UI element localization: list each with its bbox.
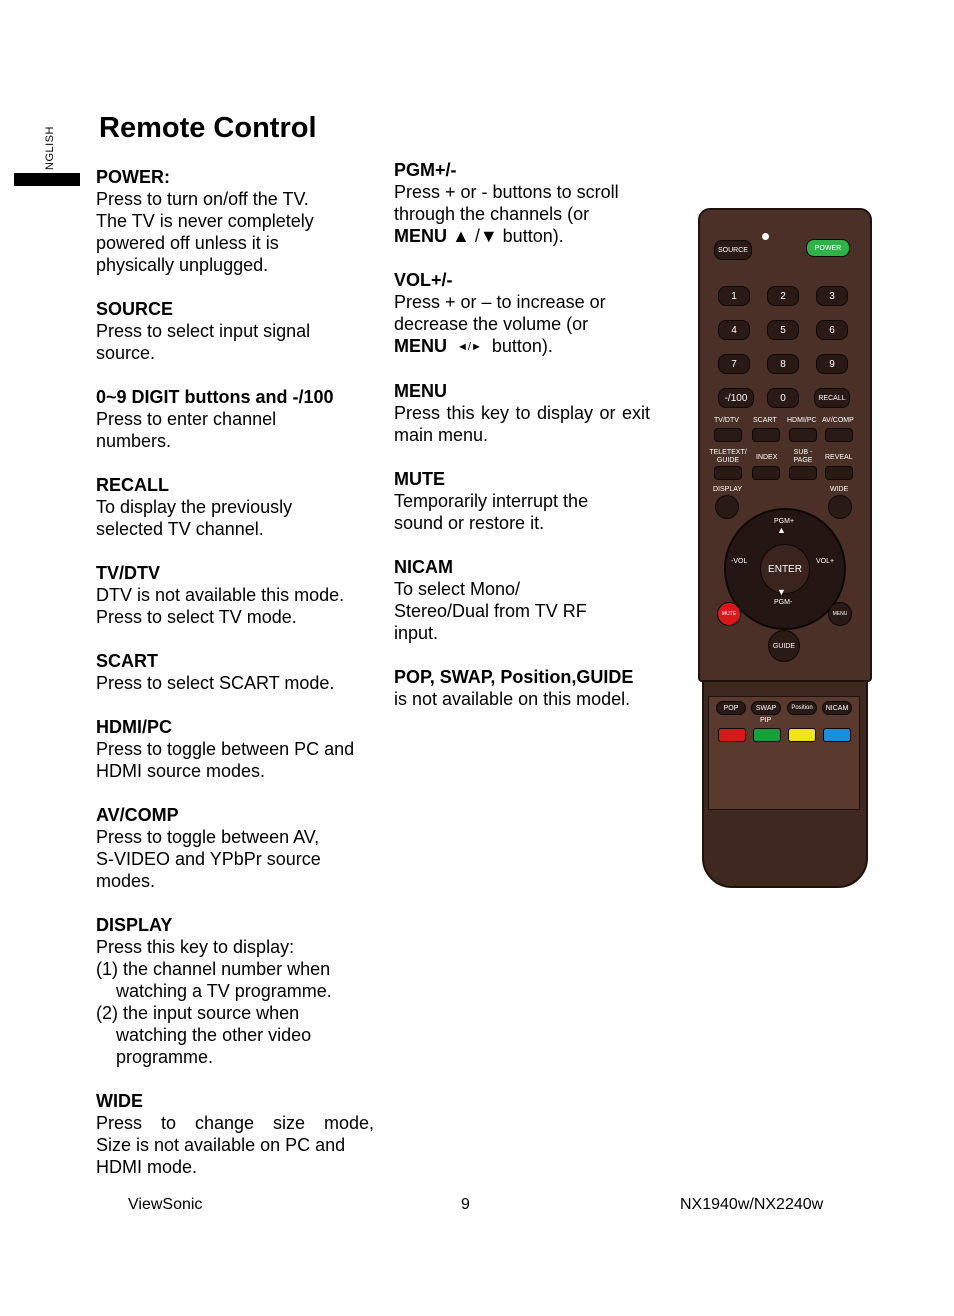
remote-display-button xyxy=(715,495,739,519)
label-display: DISPLAY xyxy=(713,486,743,493)
label-vol-minus: -VOL xyxy=(731,558,748,565)
label-reveal: REVEAL xyxy=(825,454,853,461)
footer-model: NX1940w/NX2240w xyxy=(680,1196,824,1213)
label-pgm-minus: PGM- xyxy=(774,599,793,606)
menu-section: MENU Press this key to display or exit main menu. xyxy=(394,381,650,445)
mute-section: MUTE Temporarily interrupt the sound or restore it. xyxy=(394,469,589,533)
recall-section: RECALL To display the previously selected TV channel. xyxy=(96,475,293,539)
remote-control-illustration xyxy=(698,208,872,892)
hdmipc-section: HDMI/PC Press to toggle between PC and HDMI source modes. xyxy=(96,717,355,781)
tvdtv-section: TV/DTV DTV is not available this mode. Press to select TV mode. xyxy=(96,563,345,627)
remote-yellow-button xyxy=(788,728,816,742)
remote-nicam-button: NICAM xyxy=(822,701,852,715)
label-pgm-plus: PGM+ xyxy=(774,518,795,525)
remote-teletext-button xyxy=(714,466,742,480)
label-subpage: SUB -PAGE xyxy=(793,449,813,464)
label-vol-plus: VOL+ xyxy=(816,558,835,565)
remote-digit-8: 8 xyxy=(767,354,799,374)
remote-reveal-button xyxy=(825,466,853,480)
pgm-section: PGM+/- Press + or - buttons to scroll through the channels (or MENU ▲ /▼ button). xyxy=(394,160,619,246)
language-tab xyxy=(14,173,80,186)
label-index: INDEX xyxy=(756,454,778,461)
remote-tvdtv-button xyxy=(714,428,742,442)
remote-digit-6: 6 xyxy=(816,320,848,340)
remote-digit-3: 3 xyxy=(816,286,848,306)
scart-section: SCART Press to select SCART mode. xyxy=(96,651,335,693)
remote-index-button xyxy=(752,466,780,480)
pop-section: POP, SWAP, Position,GUIDE is not available on this model. xyxy=(394,667,634,709)
side-label: NGLISH xyxy=(44,126,56,170)
remote-digit-4: 4 xyxy=(718,320,750,340)
label-pip: PIP xyxy=(760,717,772,724)
up-arrow-icon: ▲ xyxy=(777,525,786,535)
remote-scart-button xyxy=(752,428,780,442)
label-teletext-guide: TELETEXT/ GUIDE xyxy=(709,449,747,464)
remote-guide-button: GUIDE xyxy=(768,630,800,662)
digit-section: 0~9 DIGIT buttons and -/100 Press to enter channel numbers. xyxy=(96,387,334,451)
label-scart: SCART xyxy=(753,417,777,424)
page-title: Remote Control xyxy=(99,112,317,144)
avcomp-section: AV/COMP Press to toggle between AV, S-VIDEO and YPbPr source modes. xyxy=(96,805,321,891)
remote-green-button xyxy=(753,728,781,742)
label-avcomp: AV/COMP xyxy=(822,417,854,424)
footer-page-number: 9 xyxy=(461,1196,470,1213)
remote-digit-2: 2 xyxy=(767,286,799,306)
vol-section: VOL+/- Press + or – to increase or decrease the volume (or MENU ◄/► button). xyxy=(394,270,606,356)
remote-source-button: SOURCE xyxy=(714,240,752,260)
remote-digit-9: 9 xyxy=(816,354,848,374)
source-section: SOURCE Press to select input signal source. xyxy=(96,299,311,363)
left-right-arrow-icon: ◄/► xyxy=(457,341,482,353)
display-section: DISPLAY Press this key to display: (1) the channel number when watching a TV programme. (2) the input source when watching the other video programme. xyxy=(96,915,332,1067)
remote-swap-button: SWAP xyxy=(751,701,781,715)
label-hdmipc: HDMI/PC xyxy=(787,417,817,424)
remote-avcomp-button xyxy=(825,428,853,442)
remote-mute-button: MUTE xyxy=(717,602,741,626)
footer-brand: ViewSonic xyxy=(128,1196,203,1213)
remote-digit-1: 1 xyxy=(718,286,750,306)
remote-hundred-button: -/100 xyxy=(718,388,754,408)
remote-recall-button: RECALL xyxy=(814,388,850,408)
label-tvdtv: TV/DTV xyxy=(714,417,739,424)
remote-hdmipc-button xyxy=(789,428,817,442)
remote-pop-button: POP xyxy=(716,701,746,715)
remote-menu-button: MENU xyxy=(828,602,852,626)
remote-blue-button xyxy=(823,728,851,742)
wide-section: WIDE Press to change size mode, Size is not available on PC and HDMI mode. xyxy=(96,1091,374,1177)
remote-digit-5: 5 xyxy=(767,320,799,340)
remote-digit-7: 7 xyxy=(718,354,750,374)
remote-subpage-button xyxy=(789,466,817,480)
remote-enter-button: ENTER xyxy=(760,544,810,594)
power-section: POWER: Press to turn on/off the TV. The TV is never completely powered off unless it is physically unplugged. xyxy=(96,167,314,275)
led-indicator xyxy=(762,233,769,240)
remote-red-button xyxy=(718,728,746,742)
down-arrow-icon: ▼ xyxy=(777,587,786,597)
remote-position-button: Position xyxy=(787,701,817,715)
middle-column xyxy=(394,159,650,732)
remote-wide-button xyxy=(828,495,852,519)
remote-digit-0: 0 xyxy=(767,388,799,408)
left-column xyxy=(96,166,374,1200)
label-wide: WIDE xyxy=(830,486,849,493)
nicam-section: NICAM To select Mono/ Stereo/Dual from TV RF input. xyxy=(394,557,587,643)
remote-power-button: POWER xyxy=(806,239,850,257)
